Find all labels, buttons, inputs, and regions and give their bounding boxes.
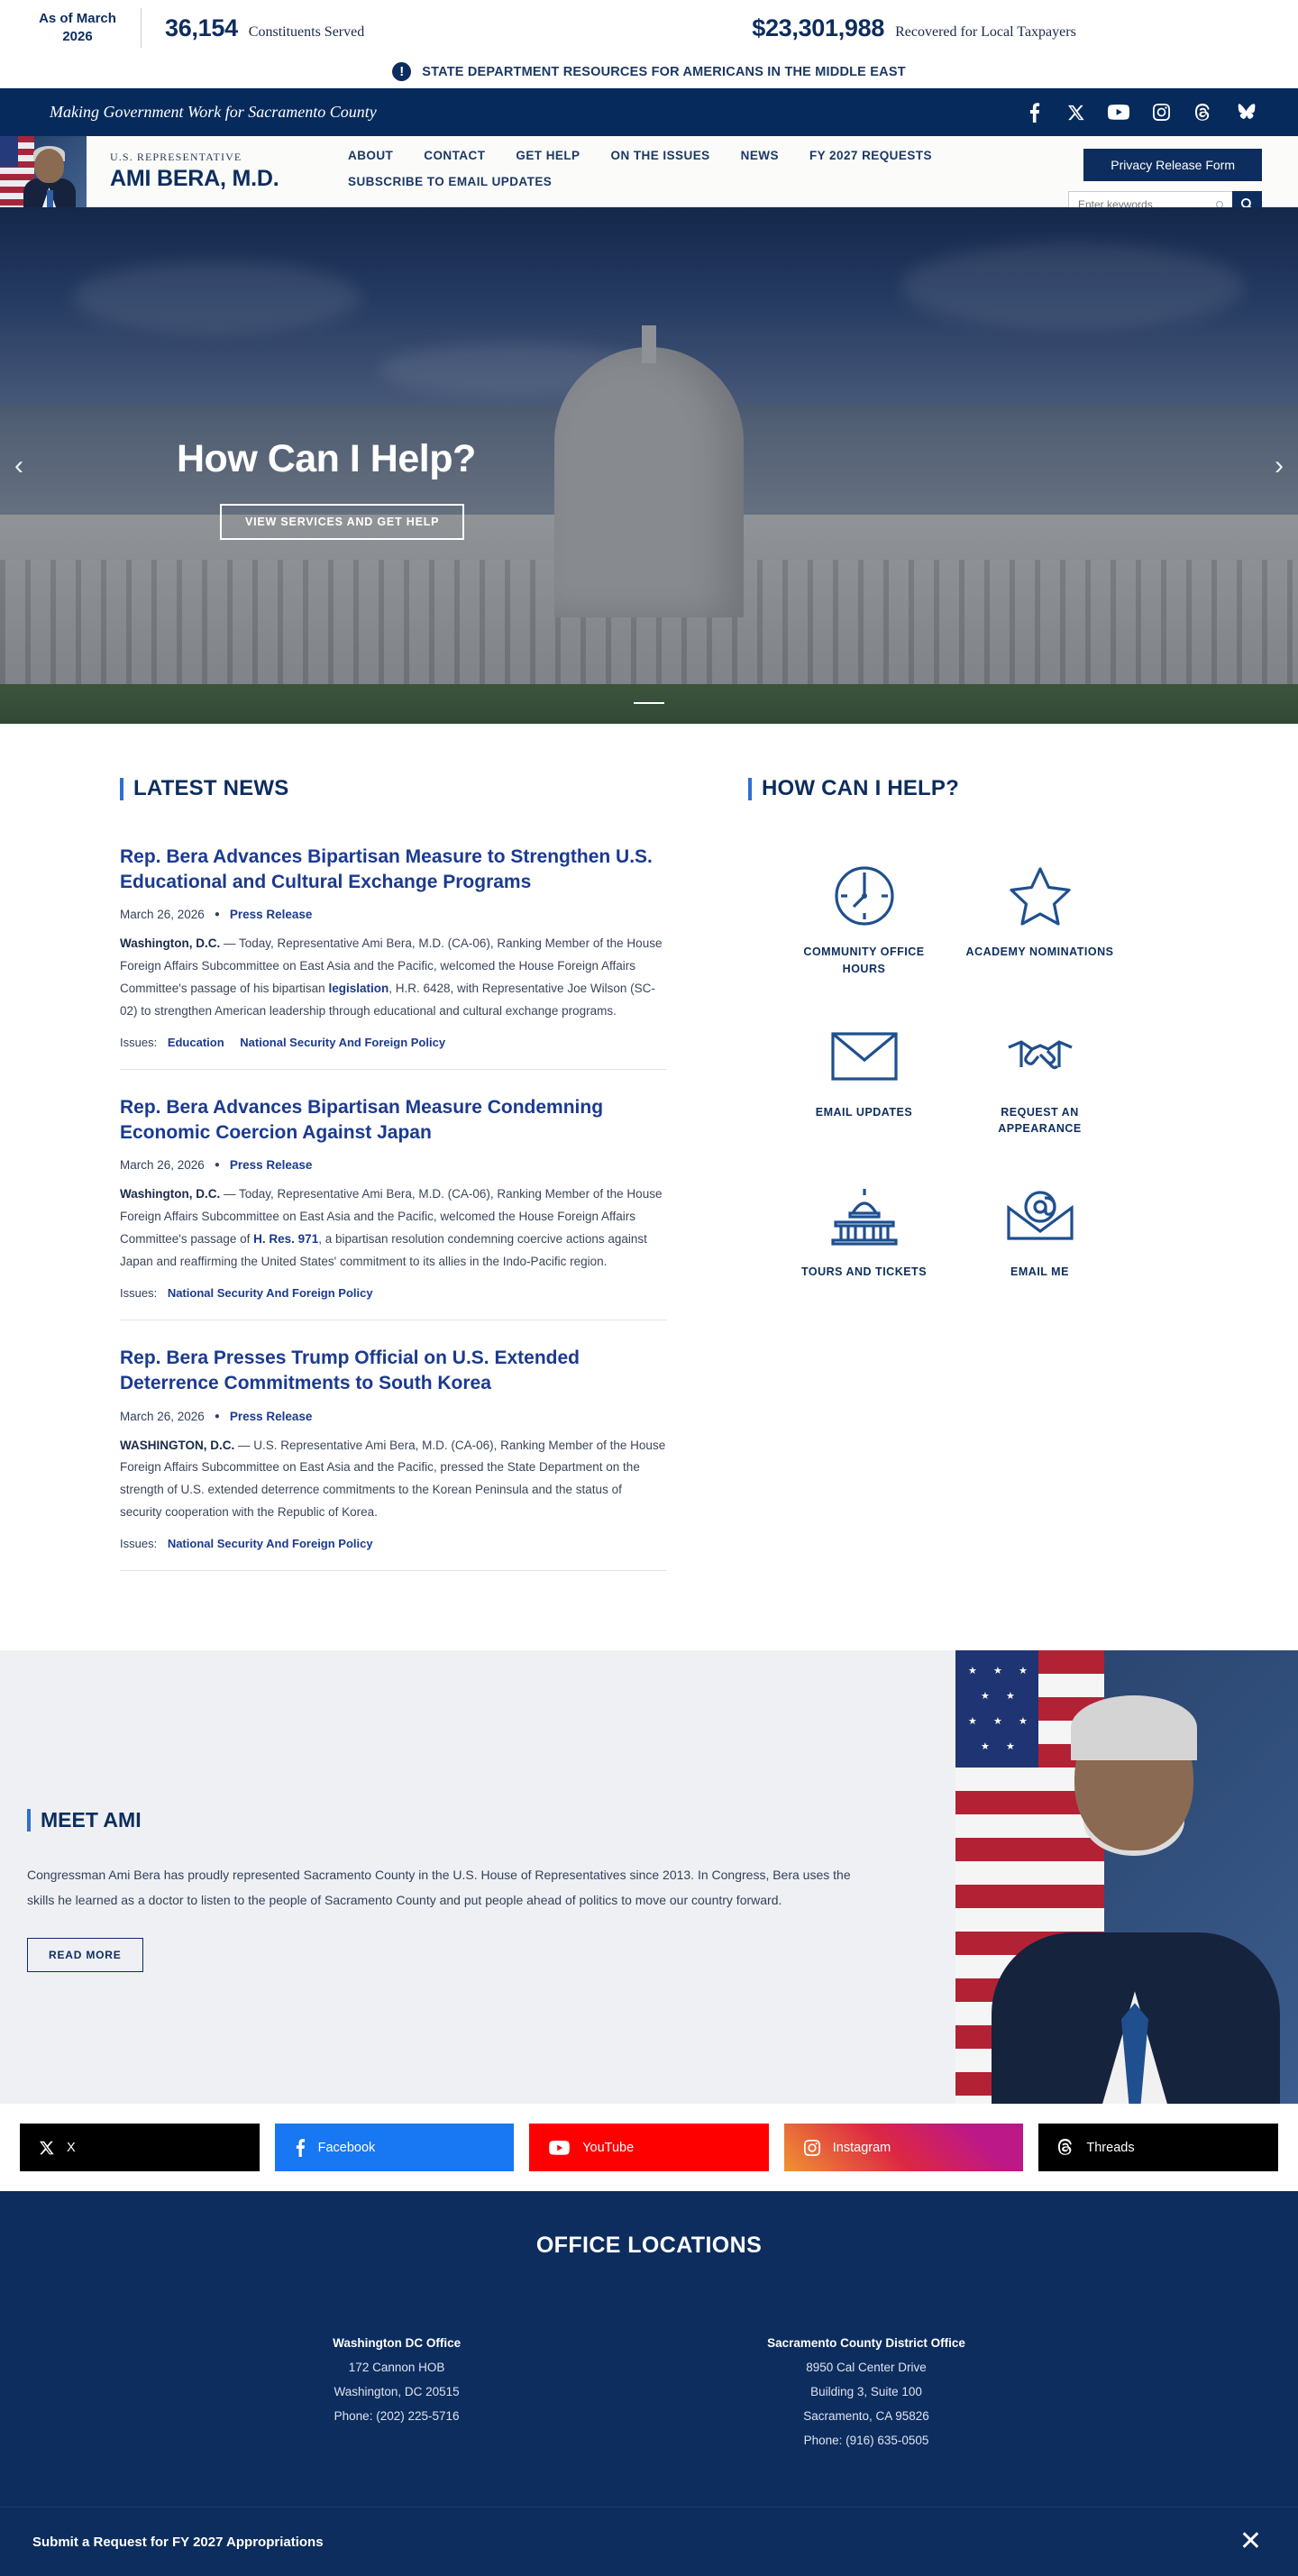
instagram-icon[interactable] [1150, 102, 1172, 123]
email-at-icon [1006, 1181, 1074, 1251]
nav-item-on-the-issues[interactable]: ON THE ISSUES [610, 149, 710, 162]
how-can-i-help-heading [748, 776, 1226, 801]
meta-separator-dot-icon: ● [214, 909, 220, 920]
help-item-label: COMMUNITY OFFICE HOURS [803, 945, 925, 975]
news-article-body-post: , a bipartisan resolution condemning coercive actions against Japan and reaffirming the United States' commitment to its allies in the Indo-Pacific region. [120, 1232, 647, 1269]
news-article-meta [120, 908, 667, 921]
stat-constituents-label: Constituents Served [248, 23, 365, 40]
news-article-dateline: WASHINGTON, D.C. [120, 1438, 235, 1452]
star-icon [1008, 861, 1073, 931]
alert-banner-text[interactable]: STATE DEPARTMENT RESOURCES FOR AMERICANS IN THE MIDDLE EAST [422, 64, 906, 79]
news-article-meta [120, 1410, 667, 1423]
issue-tag[interactable]: National Security And Foreign Policy [167, 1537, 373, 1551]
news-article [120, 845, 667, 1070]
stats-as-of-line2: 2026 [62, 29, 93, 44]
help-item-tours-and-tickets[interactable] [781, 1165, 947, 1293]
heading-accent-bar [120, 778, 123, 800]
nav-item-subscribe-to-email-updates[interactable]: SUBSCRIBE TO EMAIL UPDATES [348, 175, 553, 188]
site-footer [0, 2191, 1298, 2507]
news-article-title[interactable]: Rep. Bera Advances Bipartisan Measure to Strengthen U.S. Educational and Cultural Exchange Programs [120, 846, 653, 893]
meta-separator-dot-icon: ● [214, 1160, 220, 1171]
stats-as-of [0, 10, 135, 47]
appropriations-request-link[interactable]: Submit a Request for FY 2027 Appropriations [32, 2534, 324, 2550]
privacy-release-form-button[interactable]: Privacy Release Form [1083, 149, 1262, 181]
nav-item-get-help[interactable]: GET HELP [516, 149, 580, 162]
news-article-inline-link[interactable]: legislation [328, 982, 389, 996]
help-item-email-updates[interactable] [781, 1005, 947, 1151]
office-name: Washington DC Office [333, 2336, 462, 2351]
stats-as-of-line1: As of March [39, 10, 116, 26]
news-article-issues [120, 1036, 667, 1049]
office-locations [0, 2331, 1298, 2453]
meta-separator-dot-icon: ● [214, 1411, 220, 1421]
news-article-type[interactable]: Press Release [229, 1409, 313, 1423]
threads-icon [1058, 2139, 1074, 2156]
office-address-line: Washington, DC 20515 [334, 2385, 460, 2399]
read-more-button[interactable]: READ MORE [27, 1938, 143, 1972]
issue-tag[interactable]: National Security And Foreign Policy [167, 1286, 373, 1301]
news-article-body-pre: — Today, Representative Ami Bera, M.D. (CA-06), Ranking Member of the House Foreign Affairs Subcommittee on East Asia and the Pacific, welcomed the House Foreign Affairs Committee's passage of his bipartisan [120, 936, 663, 996]
help-item-label: TOURS AND TICKETS [800, 1265, 928, 1278]
stat-recovered [752, 14, 1076, 42]
social-strip-threads[interactable] [1038, 2124, 1278, 2171]
issues-label: Issues: [120, 1537, 158, 1551]
office-phone[interactable]: Phone: (202) 225-5716 [334, 2409, 460, 2424]
youtube-icon[interactable] [1108, 102, 1129, 123]
help-item-community-office-hours[interactable] [781, 845, 947, 991]
meet-ami-body: Congressman Ami Bera has proudly represented Sacramento County in the U.S. House of Representatives since 2013. In Congress, Bera uses the skills he learned as a doctor to listen to the people of Sacramento County and put people ahead of politics to move our country forward. [27, 1868, 851, 1907]
help-item-label: EMAIL ME [1010, 1265, 1069, 1278]
office-address-line: Building 3, Suite 100 [810, 2385, 922, 2399]
site-header [0, 136, 1298, 207]
help-item-academy-nominations[interactable] [956, 845, 1123, 991]
social-strip-x[interactable] [20, 2124, 260, 2171]
help-item-label: ACADEMY NOMINATIONS [965, 945, 1114, 958]
issue-tag[interactable]: National Security And Foreign Policy [240, 1036, 446, 1050]
social-strip-label: Threads [1086, 2140, 1135, 2155]
news-article-date: March 26, 2026 [120, 1409, 205, 1423]
nav-item-news[interactable]: NEWS [740, 149, 779, 162]
facebook-icon[interactable] [1023, 102, 1045, 123]
issue-tag[interactable]: Education [167, 1036, 224, 1050]
envelope-icon [830, 1021, 899, 1092]
site-tagline: Making Government Work for Sacramento County [50, 103, 377, 121]
main-navigation [348, 136, 1037, 206]
latest-news-heading [120, 776, 667, 801]
nav-item-fy-2027-requests[interactable]: FY 2027 REQUESTS [809, 149, 932, 162]
stats-bar [0, 0, 1298, 56]
instagram-icon [804, 2140, 820, 2156]
stat-recovered-label: Recovered for Local Taxpayers [895, 23, 1076, 40]
news-article-body-pre: — Today, Representative Ami Bera, M.D. (CA-06), Ranking Member of the House Foreign Affairs Subcommittee on East Asia and the Pacific, welcomed the House Foreign Affairs Committee's passage of [120, 1187, 663, 1247]
help-item-label: EMAIL UPDATES [815, 1105, 913, 1119]
issues-label: Issues: [120, 1036, 158, 1050]
stat-constituents-value: 36,154 [165, 14, 238, 41]
footer-title: OFFICE LOCATIONS [535, 2233, 763, 2259]
nav-row-secondary [348, 175, 1037, 188]
header-social-links [1023, 102, 1257, 123]
carousel-prev-arrow-icon[interactable]: ‹ [14, 450, 23, 480]
news-article-title[interactable]: Rep. Bera Advances Bipartisan Measure Condemning Economic Coercion Against Japan [120, 1097, 604, 1144]
news-article-body [120, 1183, 667, 1274]
how-can-i-help-section [748, 776, 1298, 1596]
news-article-meta [120, 1158, 667, 1172]
social-strip-label: Facebook [317, 2140, 376, 2155]
youtube-icon [549, 2141, 570, 2155]
x-icon [40, 2141, 54, 2155]
carousel-dot[interactable] [634, 702, 664, 704]
x-icon[interactable] [1065, 102, 1087, 123]
clock-icon [832, 861, 897, 931]
social-strip-label: X [67, 2140, 76, 2155]
header-actions [1037, 136, 1298, 206]
social-strip-youtube[interactable] [529, 2124, 769, 2171]
carousel-indicators [634, 702, 664, 704]
how-can-i-help-title: HOW CAN I HELP? [762, 776, 959, 800]
brand-superscript: U.S. REPRESENTATIVE [110, 151, 242, 163]
facebook-icon [295, 2139, 306, 2157]
hero-carousel [0, 207, 1298, 724]
latest-news-section [0, 776, 748, 1596]
news-article-inline-link[interactable]: H. Res. 971 [253, 1232, 319, 1247]
social-strip-instagram[interactable] [784, 2124, 1024, 2171]
info-icon: ! [392, 62, 411, 81]
office-phone[interactable]: Phone: (916) 635-0505 [803, 2434, 929, 2448]
hero-title: How Can I Help? [177, 437, 476, 480]
meet-ami-title: MEET AMI [41, 1808, 142, 1832]
alert-banner[interactable] [0, 56, 1298, 88]
brand-name: AMI BERA, M.D. [110, 166, 279, 191]
nav-item-about[interactable]: ABOUT [348, 149, 394, 162]
bluesky-icon[interactable] [1235, 102, 1257, 123]
tagline-bar [0, 88, 1298, 136]
news-article [120, 1346, 667, 1571]
news-article-body-post: , H.R. 6428, with Representative Joe Wilson (SC-02) to strengthen American leadership through educational and cultural exchange programs. [120, 982, 655, 1019]
news-article-title[interactable]: Rep. Bera Presses Trump Official on U.S. Extended Deterrence Commitments to South Korea [120, 1347, 580, 1394]
help-item-label: REQUEST AN APPEARANCE [998, 1105, 1082, 1136]
stat-recovered-value: $23,301,988 [752, 14, 885, 41]
main-content [0, 724, 1298, 1650]
threads-icon[interactable] [1193, 102, 1214, 123]
news-article-body [120, 933, 667, 1023]
stats-divider [141, 8, 142, 48]
meet-ami-heading [27, 1808, 874, 1832]
social-strip-label: Instagram [832, 2140, 891, 2155]
hero-cta-button[interactable]: VIEW SERVICES AND GET HELP [220, 504, 464, 540]
site-brand[interactable] [87, 136, 348, 206]
heading-accent-bar [27, 1809, 31, 1832]
social-strip-label: YouTube [582, 2140, 635, 2155]
representative-portrait-photo: ★ ★ ★ ★ ★ ★ ★ ★ ★ ★ [955, 1650, 1298, 2104]
meet-ami-text [0, 1650, 955, 2104]
office-address-line: Sacramento, CA 95826 [803, 2409, 929, 2424]
news-article-date: March 26, 2026 [120, 908, 205, 922]
meet-ami-section [0, 1650, 1298, 2104]
news-article-body-pre: — U.S. Representative Ami Bera, M.D. (CA-06), Ranking Member of the House Foreign Affairs Subcommittee on East Asia and the Pacific, pressed the State Department on the strength of U.S. extended deterrence commitments to the Korean Peninsula and the status of security cooperation with the Republic of Korea. [120, 1438, 666, 1520]
capitol-icon [830, 1181, 899, 1251]
issues-label: Issues: [120, 1286, 158, 1301]
office-address-line: 8950 Cal Center Drive [806, 2361, 927, 2375]
handshake-icon [1005, 1021, 1075, 1092]
heading-accent-bar [748, 778, 752, 800]
representative-portrait-thumbnail [0, 136, 87, 207]
bottom-notification-bar [0, 2507, 1298, 2576]
office-address-line: 172 Cannon HOB [348, 2361, 445, 2375]
news-article-date: March 26, 2026 [120, 1158, 205, 1173]
news-article-dateline: Washington, D.C. [120, 1187, 221, 1201]
news-article-issues [120, 1286, 667, 1300]
help-item-request-an-appearance[interactable] [956, 1005, 1123, 1151]
news-article-dateline: Washington, D.C. [120, 936, 221, 951]
nav-row-primary [348, 149, 1037, 162]
office-name: Sacramento County District Office [767, 2336, 965, 2351]
help-item-email-me[interactable] [956, 1165, 1123, 1293]
close-icon[interactable]: ✕ [1239, 2526, 1262, 2557]
nav-item-contact[interactable]: CONTACT [424, 149, 486, 162]
news-article-body [120, 1435, 667, 1525]
news-article-type[interactable]: Press Release [229, 1158, 313, 1173]
help-services-grid [781, 845, 1123, 1293]
office-washington-dc [333, 2331, 461, 2453]
social-strip-facebook[interactable] [275, 2124, 515, 2171]
social-links-strip [0, 2104, 1298, 2191]
hero-content [177, 437, 476, 540]
news-article-type[interactable]: Press Release [229, 908, 313, 922]
latest-news-title: LATEST NEWS [133, 776, 289, 800]
news-article-issues [120, 1537, 667, 1550]
carousel-next-arrow-icon[interactable]: › [1275, 450, 1284, 480]
office-sacramento-district [767, 2331, 965, 2453]
news-article [120, 1095, 667, 1320]
stat-constituents [165, 14, 364, 42]
